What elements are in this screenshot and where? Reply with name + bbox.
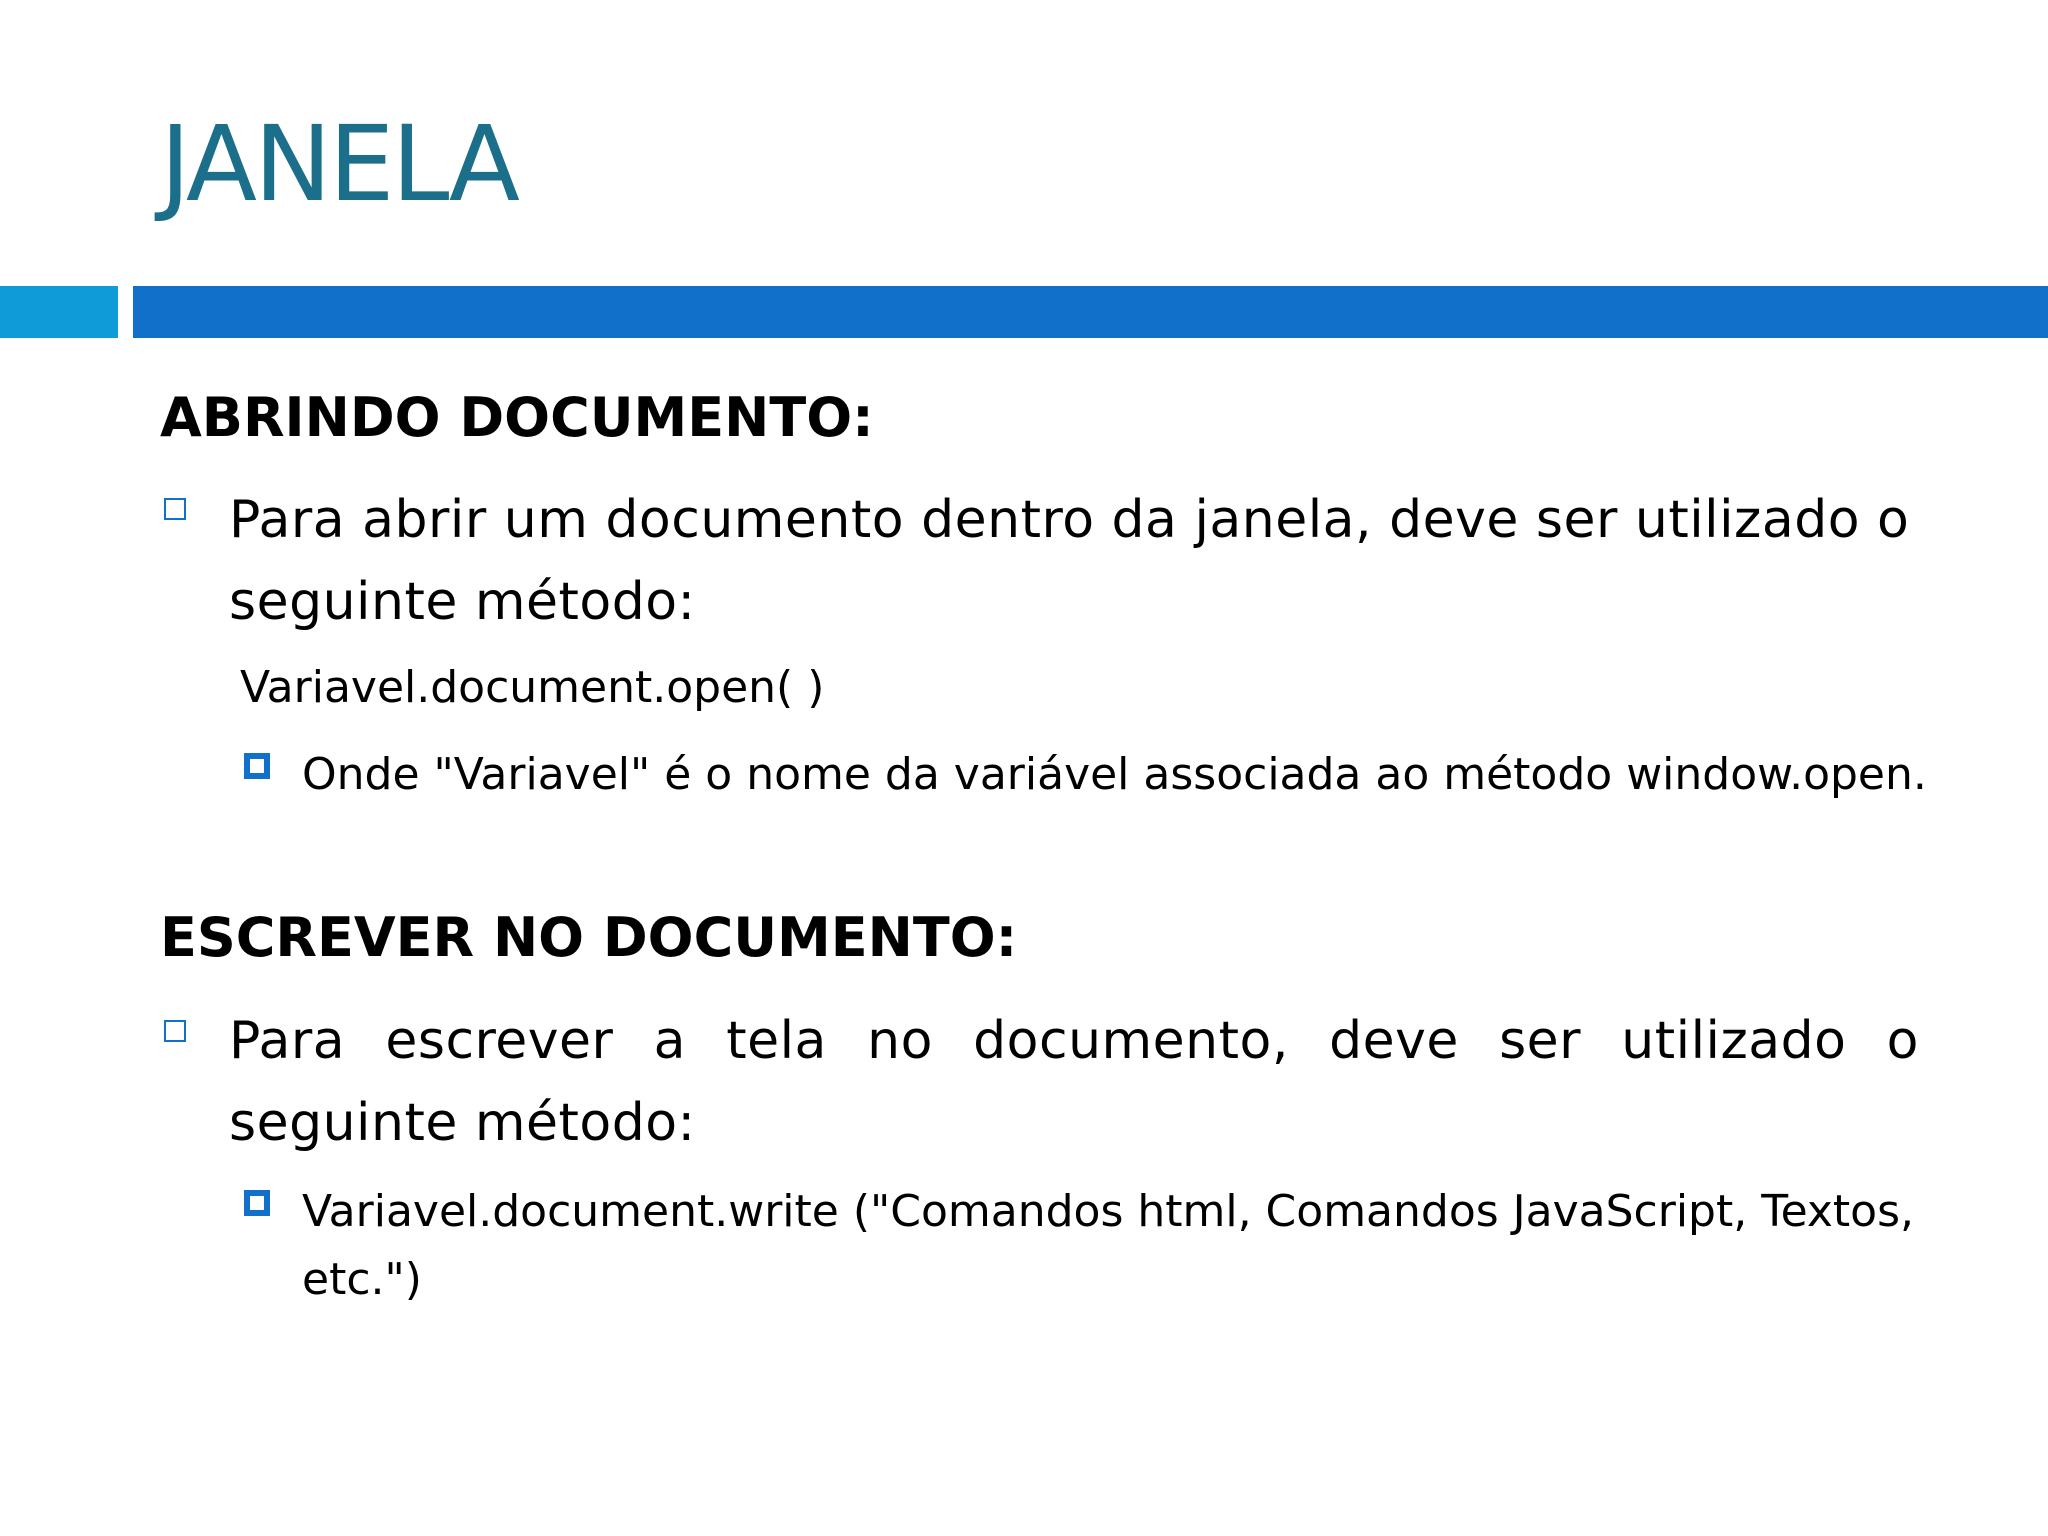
- filled-square-bullet-icon: [244, 753, 270, 779]
- bullet-write-text: Para escrever a tela no documento, deve ser utilizado o seguinte método:: [229, 1011, 1919, 1153]
- slide-title: JANELA: [160, 103, 517, 225]
- filled-square-bullet-icon: [244, 1190, 270, 1216]
- sub-bullet-write-text: Variavel.document.write ("Comandos html, Comandos JavaScript, Textos, etc."): [302, 1186, 1915, 1305]
- square-bullet-icon: [164, 498, 186, 520]
- accent-bar-main: [133, 286, 2048, 338]
- section-heading-write: ESCREVER NO DOCUMENTO:: [160, 906, 1018, 969]
- section-heading-open: ABRINDO DOCUMENTO:: [160, 386, 874, 449]
- sub-bullet-open-text: Onde "Variavel" é o nome da variável associada ao método window.open.: [302, 749, 1927, 800]
- square-bullet-icon: [164, 1020, 186, 1042]
- accent-bar-left: [0, 286, 118, 338]
- code-open-method: Variavel.document.open( ): [240, 662, 825, 713]
- bullet-open-text: Para abrir um documento dentro da janela, deve ser utilizado o seguinte método:: [229, 490, 1910, 632]
